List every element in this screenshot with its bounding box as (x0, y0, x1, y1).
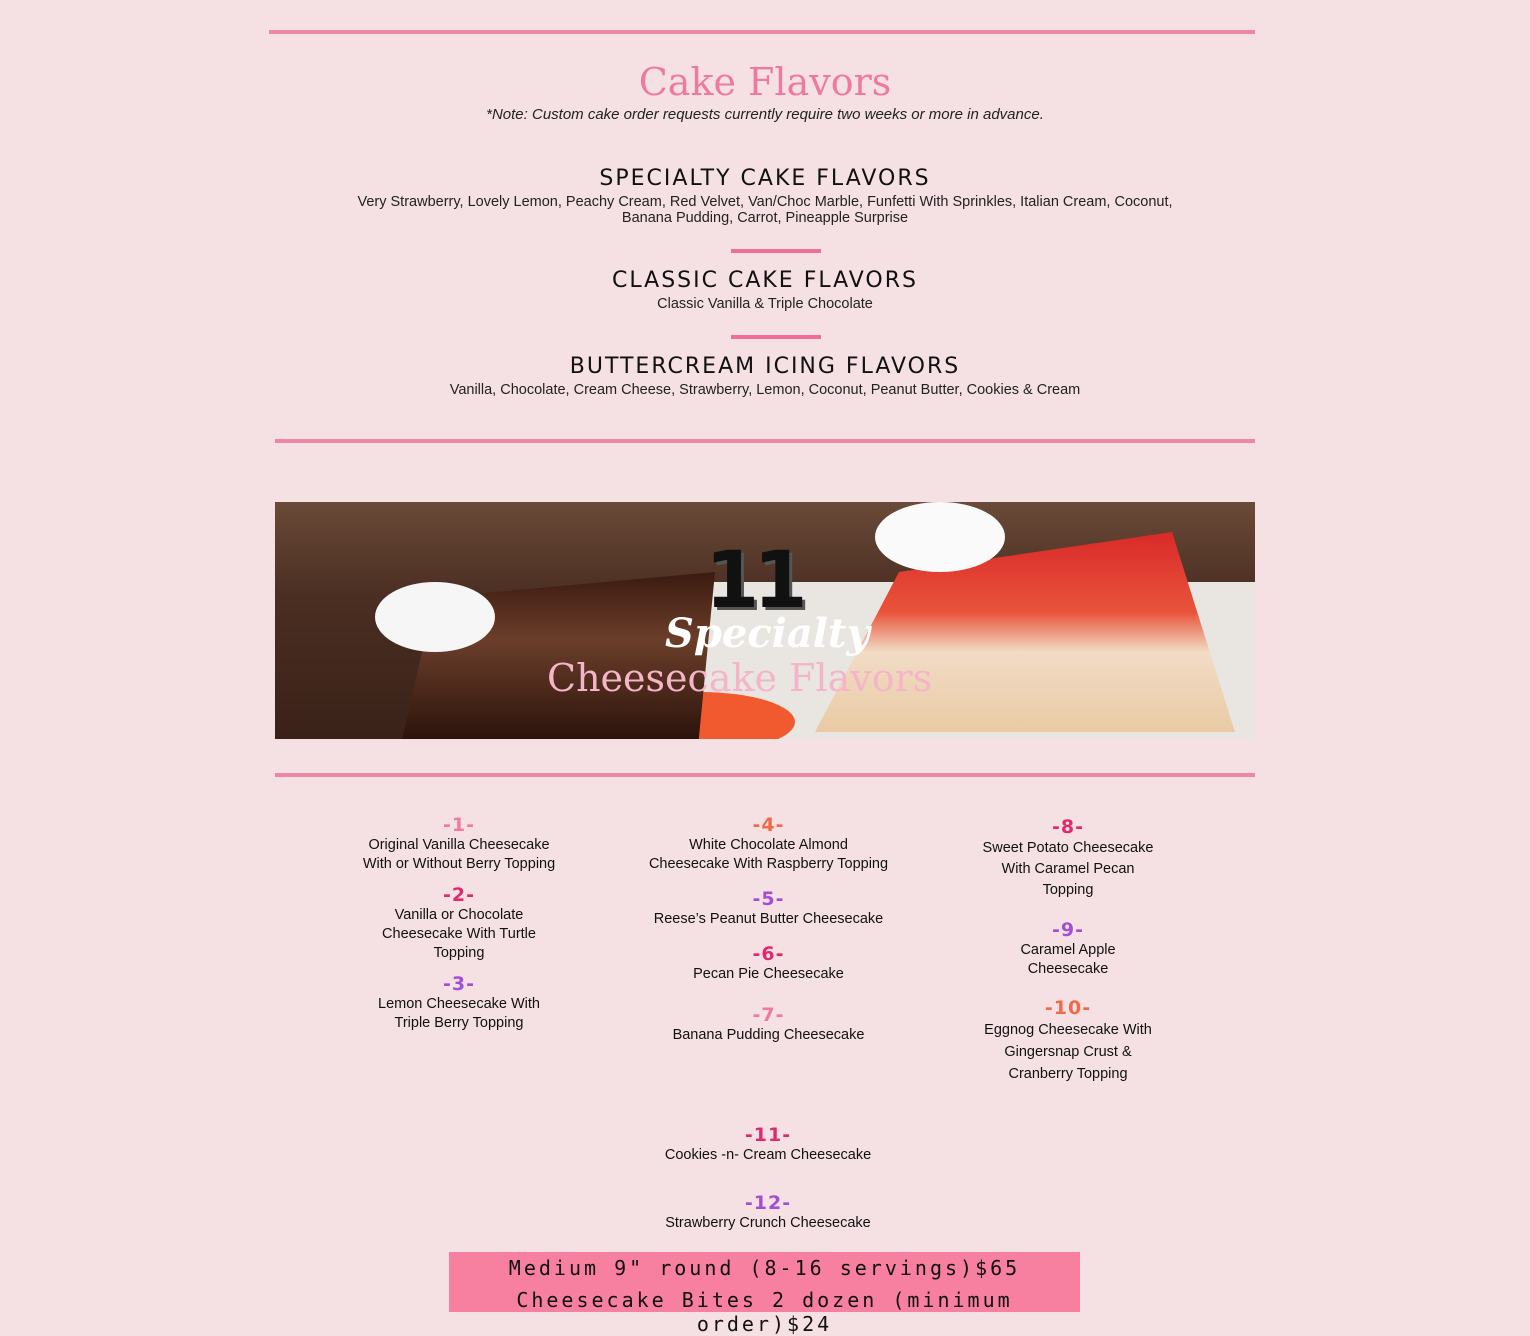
banner-specialty: Specialty (665, 610, 870, 657)
item-number: -3- (443, 973, 475, 995)
item-number: -6- (752, 943, 785, 965)
cheesecake-item (978, 919, 1158, 979)
cheesecake-item (648, 888, 889, 929)
cheesecake-banner (275, 502, 1255, 739)
specialty-heading: SPECIALTY CAKE FLAVORS (599, 166, 931, 191)
cheesecake-item (978, 816, 1158, 901)
lower-divider (275, 773, 1255, 777)
specialty-list-line1: Very Strawberry, Lovely Lemon, Peachy Cream, Red Velvet, Van/Choc Marble, Funfetti With Sprinkles, Italian Cream, Coconut, (357, 194, 1173, 210)
item-number: -4- (752, 814, 785, 836)
specialty-section (0, 166, 1530, 226)
item-number: -10- (1044, 997, 1092, 1019)
custom-order-note: *Note: Custom cake order requests currently require two weeks or more in advance. (486, 106, 1044, 123)
pricing-box (449, 1252, 1080, 1336)
item-number: -5- (752, 888, 785, 910)
banner-title: Cheesecake Flavors (547, 656, 933, 700)
item-name: Strawberry Crunch Cheesecake (665, 1215, 871, 1231)
item-number: -7- (752, 1004, 785, 1026)
cheesecake-item (568, 1124, 968, 1165)
item-number: -1- (443, 814, 475, 836)
cheesecake-item (648, 1004, 889, 1045)
cheesecake-item (568, 1192, 968, 1233)
item-number: -12- (744, 1192, 792, 1214)
price-medium: Medium 9" round (8-16 servings)$65 (508, 1256, 1021, 1280)
item-name: White Chocolate Almond Cheesecake With Raspberry Topping (648, 837, 889, 872)
item-name: Eggnog Cheesecake With Gingersnap Crust & Cranberry Topping (984, 1022, 1152, 1082)
cheesecake-column-2 (648, 814, 889, 1045)
item-name: Banana Pudding Cheesecake (672, 1027, 865, 1043)
strawberry-cheesecake-image (815, 532, 1235, 732)
item-name: Cookies -n- Cream Cheesecake (664, 1147, 872, 1163)
cheesecake-item (359, 814, 559, 874)
classic-list: Classic Vanilla & Triple Chocolate (657, 296, 873, 312)
item-name: Original Vanilla Cheesecake With or Without Berry Topping (362, 837, 556, 872)
buttercream-heading: BUTTERCREAM ICING FLAVORS (569, 354, 961, 379)
item-name: Reese’s Peanut Butter Cheesecake (653, 911, 884, 927)
cheesecake-item (359, 884, 559, 963)
cheesecake-item (648, 943, 889, 984)
item-name: Lemon Cheesecake With Triple Berry Topping (378, 996, 540, 1031)
specialty-list-line2: Banana Pudding, Carrot, Pineapple Surprise (621, 210, 909, 226)
item-number: -8- (1052, 816, 1084, 838)
item-number: -11- (744, 1124, 792, 1146)
classic-heading: CLASSIC CAKE FLAVORS (612, 268, 918, 293)
item-name: Sweet Potato Cheesecake With Caramel Pecan Topping (982, 840, 1154, 898)
cheesecake-item (978, 997, 1158, 1085)
cheesecake-item (648, 814, 889, 874)
mid-divider (275, 439, 1255, 443)
buttercream-list: Vanilla, Chocolate, Cream Cheese, Strawberry, Lemon, Coconut, Peanut Butter, Cookies & Cream (449, 382, 1081, 398)
cheesecake-column-1 (359, 814, 559, 1033)
item-name: Pecan Pie Cheesecake (693, 966, 844, 982)
classic-section (0, 268, 1530, 312)
cheesecake-column-3 (978, 816, 1158, 1085)
item-number: -9- (1052, 919, 1084, 941)
item-number: -2- (443, 884, 475, 906)
page-title: Cake Flavors (638, 60, 892, 104)
whipped-cream-image (375, 582, 495, 652)
buttercream-section (0, 354, 1530, 398)
item-name: Vanilla or Chocolate Cheesecake With Turtle Topping (382, 907, 536, 961)
whipped-cream-image (875, 502, 1005, 572)
section-divider (731, 335, 821, 339)
top-divider (269, 30, 1255, 34)
item-name: Caramel Apple Cheesecake (1020, 942, 1116, 977)
section-divider (731, 249, 821, 253)
cheesecake-item (359, 973, 559, 1033)
banner-number: 11 (705, 536, 802, 626)
price-bites: Cheesecake Bites 2 dozen (minimum order)$24 (516, 1288, 1013, 1336)
